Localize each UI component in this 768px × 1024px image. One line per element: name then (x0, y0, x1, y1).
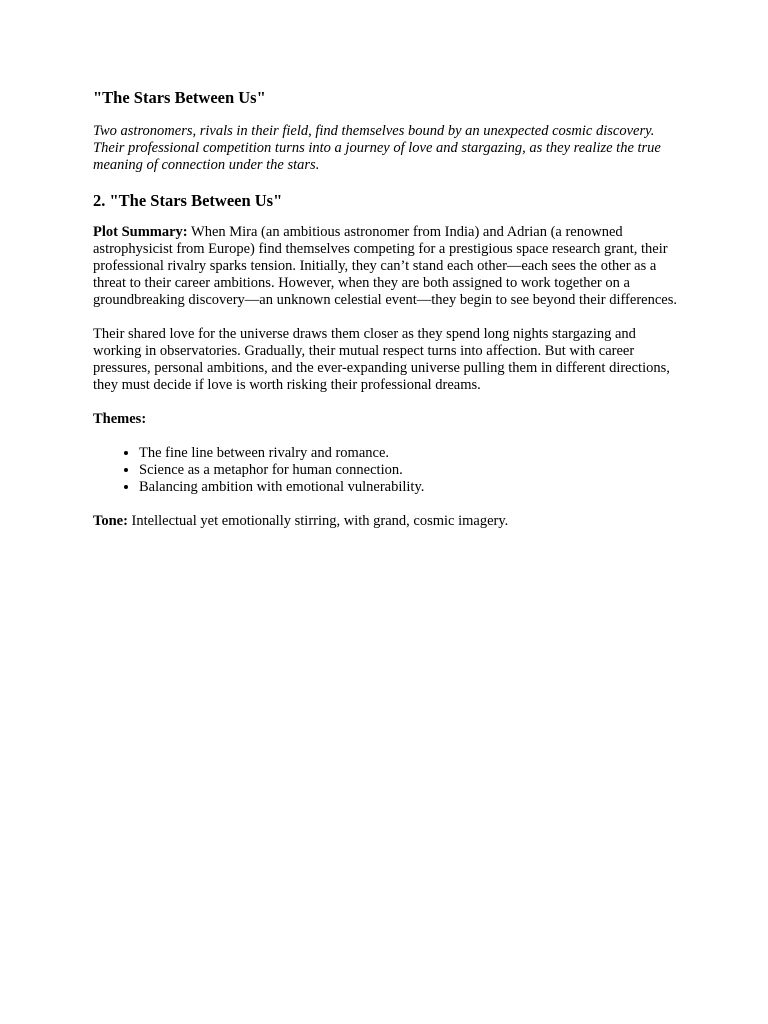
document-page (93, 88, 683, 547)
themes-list (93, 445, 683, 496)
tone-label: Tone: (93, 513, 128, 529)
tone-text: Intellectual yet emotionally stirring, with grand, cosmic imagery. (127, 513, 509, 529)
themes-paragraph (93, 411, 683, 428)
plot-summary-paragraph (93, 224, 683, 309)
section-heading: 2. "The Stars Between Us" (93, 191, 283, 210)
story-paragraph: Their shared love for the universe draws them closer as they spend long nights stargazing and working in observatories. Gradually, their mutual respect turns into affection. But with career pressures, personal ambitions, and the ever-expanding universe pulling them in different directions, they must decide if love is worth risking their professional dreams. (93, 326, 670, 393)
list-item: • The fine line between rivalry and romance. (139, 445, 683, 462)
logline: Two astronomers, rivals in their field, find themselves bound by an unexpected cosmic discovery. Their professional competition turns into a journey of love and stargazing, as they realize the true meaning of connection under the stars. (93, 123, 661, 173)
list-item: • Science as a metaphor for human connection. (139, 462, 683, 479)
list-item: • Balancing ambition with emotional vulnerability. (139, 479, 683, 496)
themes-label: Themes: (93, 411, 147, 427)
plot-summary-label: Plot Summary: (93, 224, 188, 240)
tone-paragraph (93, 513, 683, 530)
plot-summary-text: When Mira (an ambitious astronomer from India) and Adrian (a renowned astrophysicist from Europe) find themselves competing for a prestigious space research grant, their professional rivalry sparks tension. Initially, they can’t stand each other—each sees the other as a threat to their career ambitions. However, when they are both assigned to work together on a groundbreaking discovery—an unknown celestial event—they begin to see beyond their differences. (93, 224, 677, 308)
document-title: "The Stars Between Us" (93, 88, 266, 107)
